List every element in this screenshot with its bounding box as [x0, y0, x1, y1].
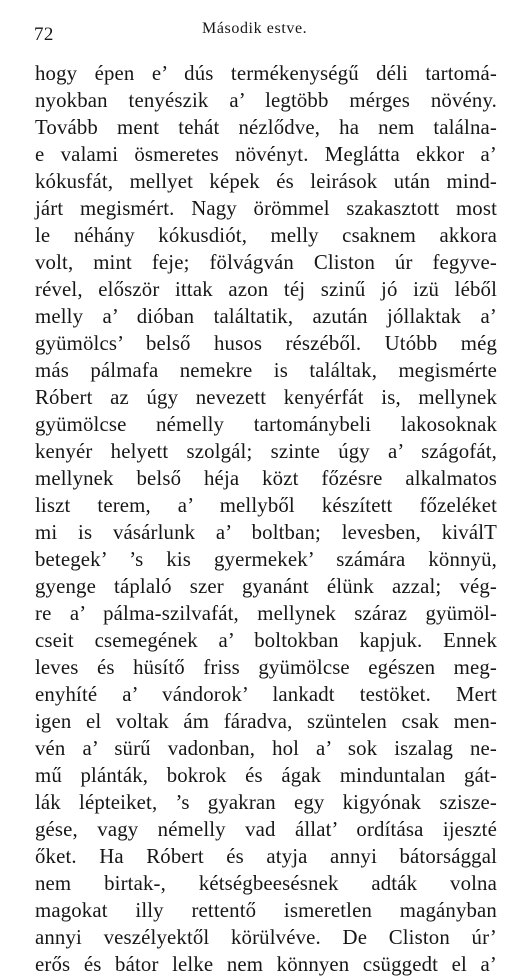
text-line: nyokban tenyészik a’ legtöbb mérges növény.	[35, 89, 497, 112]
text-line: magokat illy rettentő ismeretlen magányban	[35, 899, 497, 922]
text-line: lák lépteiket, ’s gyakran egy kigyónak szisze-	[35, 791, 497, 814]
text-line: nem birtak-, kétségbeesésnek adták volna	[35, 872, 497, 895]
text-line: betegek’ ’s kis gyermekek’ számára könnyü,	[35, 548, 497, 571]
text-line: gése, vagy némelly vad állat’ ordítása ijeszté	[35, 818, 497, 841]
text-line: gyenge táplaló szer gyanánt élünk azzal; vég-	[35, 575, 497, 598]
text-line: igen el voltak ám fáradva, szüntelen csak men-	[35, 710, 497, 733]
text-line: re a’ pálma-szilvafát, mellynek száraz gyümöl-	[35, 602, 497, 625]
text-line: gyümölcse némelly tartománybeli lakosoknak	[35, 413, 497, 436]
text-line: enyhíté a’ vándorok’ lankadt testöket. Mert	[35, 683, 497, 706]
text-line: rével, először ittak azon téj szinű jó izü léből	[35, 278, 497, 301]
text-line: vén a’ sürű vadonban, hol a’ sok iszalag ne-	[35, 737, 497, 760]
text-line: erős és bátor lelke nem könnyen csüggedt el a’	[35, 953, 497, 976]
text-line: más pálmafa nemekre is találtak, megismérte	[35, 359, 497, 382]
page-number: 72	[34, 24, 54, 45]
text-line: mi is vásárlunk a’ boltban; levesben, kiválT	[35, 521, 497, 544]
text-line: le néhány kókusdiót, melly csaknem akkora	[35, 224, 497, 247]
text-line: volt, mint feje; fölvágván Cliston úr fegyve-	[35, 251, 497, 274]
text-line: mű plánták, bokrok és ágak minduntalan gát-	[35, 764, 497, 787]
text-line: e valami ösmeretes növényt. Meglátta ekkor a’	[35, 143, 497, 166]
text-line: Róbert az úgy nevezett kenyérfát is, mellynek	[35, 386, 497, 409]
text-line: liszt terem, a’ mellyből készített főzeléket	[35, 494, 497, 517]
text-line: Tovább ment tehát nézlődve, ha nem találna-	[35, 116, 497, 139]
text-line: őket. Ha Róbert és atyja annyi bátorsággal	[35, 845, 497, 868]
text-line: annyi veszélyektől körülvéve. De Cliston úr’	[35, 926, 497, 949]
text-line: melly a’ dióban találtatik, azután jóllaktak a’	[35, 305, 497, 328]
text-line: cseit csemegének a’ boltokban kapjuk. Ennek	[35, 629, 497, 652]
page-header	[34, 18, 488, 48]
text-line: kenyér helyett szolgál; szinte úgy a’ szágofát,	[35, 440, 497, 463]
text-line: gyümölcs’ belső husos részéből. Utóbb még	[35, 332, 497, 355]
running-title: Második estve.	[202, 20, 308, 37]
text-line: kókusfát, mellyet képek és leirások után mind-	[35, 170, 497, 193]
text-line: járt megismért. Nagy örömmel szakasztott most	[35, 197, 497, 220]
text-line: hogy épen e’ dús termékenységű déli tartomá-	[35, 62, 497, 85]
text-line: leves és hüsítő friss gyümölcse egészen meg-	[35, 656, 497, 679]
body-text	[35, 60, 497, 978]
text-line: mellynek belső héja közt főzésre alkalmatos	[35, 467, 497, 490]
